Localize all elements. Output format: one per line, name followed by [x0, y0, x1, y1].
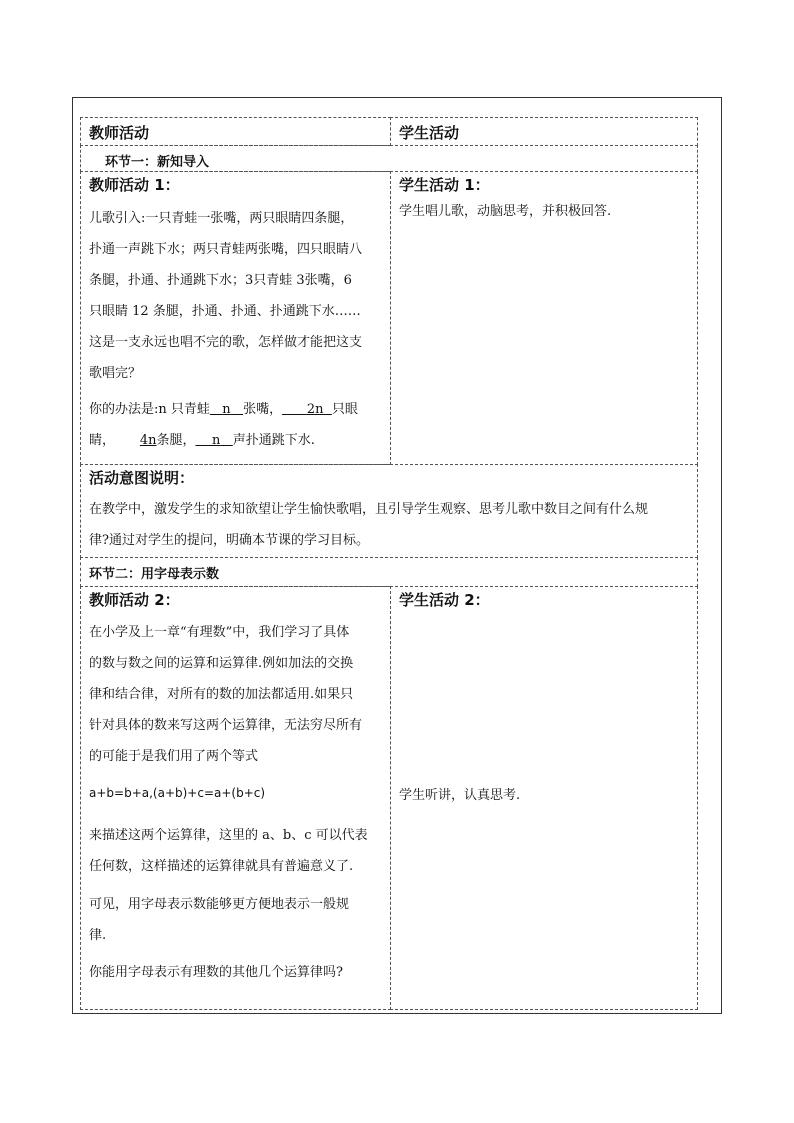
intent-text: [89, 494, 695, 556]
section1-teacher-cell: [80, 171, 391, 465]
method-text: 你的办法是:n 只青蛙: [89, 402, 210, 417]
section2-title: 环节二：用字母表示数: [89, 567, 220, 582]
text-line: 任何数，这样描述的运算律就具有普遍意义了.: [89, 859, 354, 874]
text-line: 来描述这两个运算律，这里的 a、b、c 可以代表: [89, 828, 368, 843]
blank-answer: n: [212, 433, 221, 448]
question-text: 你能用字母表示有理数的其他几个运算律吗?: [89, 965, 343, 980]
student-activity-2-text: 学生听讲，认真思考.: [399, 788, 521, 803]
header-teacher-cell: [80, 117, 391, 146]
blank-answer: 2n: [306, 402, 324, 417]
text-line: 歌唱完？: [89, 366, 142, 381]
student-activity-1-text: 学生唱儿歌，动脑思考，并积极回答.: [399, 204, 612, 219]
student-activity-2-heading: 学生活动 2：: [399, 591, 490, 609]
method-text: 声扑通跳下水.: [232, 433, 315, 448]
teacher-activity-2-heading: 教师活动 2：: [89, 591, 180, 609]
teacher-activity-2-text: [89, 617, 389, 772]
text-line: 律和结合律，对所有的数的加法都适用.如果只: [89, 687, 354, 702]
method-text: 张嘴，: [243, 402, 283, 417]
explanation-text: [89, 820, 389, 882]
text-line: 的可能于是我们用了两个等式: [89, 749, 259, 764]
section1-student-cell: [390, 171, 698, 465]
method-answer: [89, 394, 389, 456]
section1-title: 环节一：新知导入: [105, 155, 210, 170]
text-line: 只眼睛 12 条腿，扑通、扑通、扑通跳下水……: [89, 304, 361, 319]
header-student-cell: [390, 117, 698, 146]
section2-student-cell: [390, 586, 698, 1010]
formula: a+b=b+a,(a+b)+c=a+(b+c): [89, 786, 266, 800]
text-line: 条腿，扑通、扑通跳下水；3只青蛙 3张嘴，6: [89, 273, 352, 288]
text-line: 在小学及上一章“有理数”中，我们学习了具体: [89, 625, 350, 640]
method-text: 只眼: [331, 402, 358, 417]
section2-teacher-cell: [80, 586, 391, 1010]
blank-answer: n: [222, 402, 231, 417]
section2-title-cell: [80, 557, 698, 587]
teacher-activity-1-text: [89, 203, 389, 389]
header-student-label: 学生活动: [399, 124, 460, 142]
text-line: 扑通一声跳下水；两只青蛙两张嘴，四只眼睛八: [89, 242, 363, 257]
teacher-activity-1-heading: 教师活动 1：: [89, 176, 180, 194]
method-text: 条腿，: [156, 433, 196, 448]
text-line: 可见，用字母表示数能够更方便地表示一般规: [89, 897, 350, 912]
method-text: 睛，: [89, 433, 116, 448]
text-line: 儿歌引入:一只青蛙一张嘴，两只眼睛四条腿，: [89, 211, 354, 226]
blank-answer: 4n: [139, 433, 157, 448]
text-line: 在教学中，激发学生的求知欲望让学生愉快歌唱，且引导学生观察、思考儿歌中数目之间有什么规: [89, 502, 649, 517]
text-line: 针对具体的数来写这两个运算律，无法穷尽所有: [89, 718, 363, 733]
header-teacher-label: 教师活动: [89, 124, 150, 142]
conclusion-text: [89, 889, 389, 951]
text-line: 的数与数之间的运算和运算律.例如加法的交换: [89, 656, 354, 671]
text-line: 这是一支永远也唱不完的歌，怎样做才能把这支: [89, 335, 363, 350]
text-line: 律?通过对学生的提问，明确本节课的学习目标。: [89, 533, 369, 548]
intent-cell: [80, 464, 698, 558]
section1-title-cell: [80, 145, 698, 172]
intent-heading: 活动意图说明：: [89, 469, 195, 487]
text-line: 律.: [89, 928, 107, 943]
student-activity-1-heading: 学生活动 1：: [399, 176, 490, 194]
